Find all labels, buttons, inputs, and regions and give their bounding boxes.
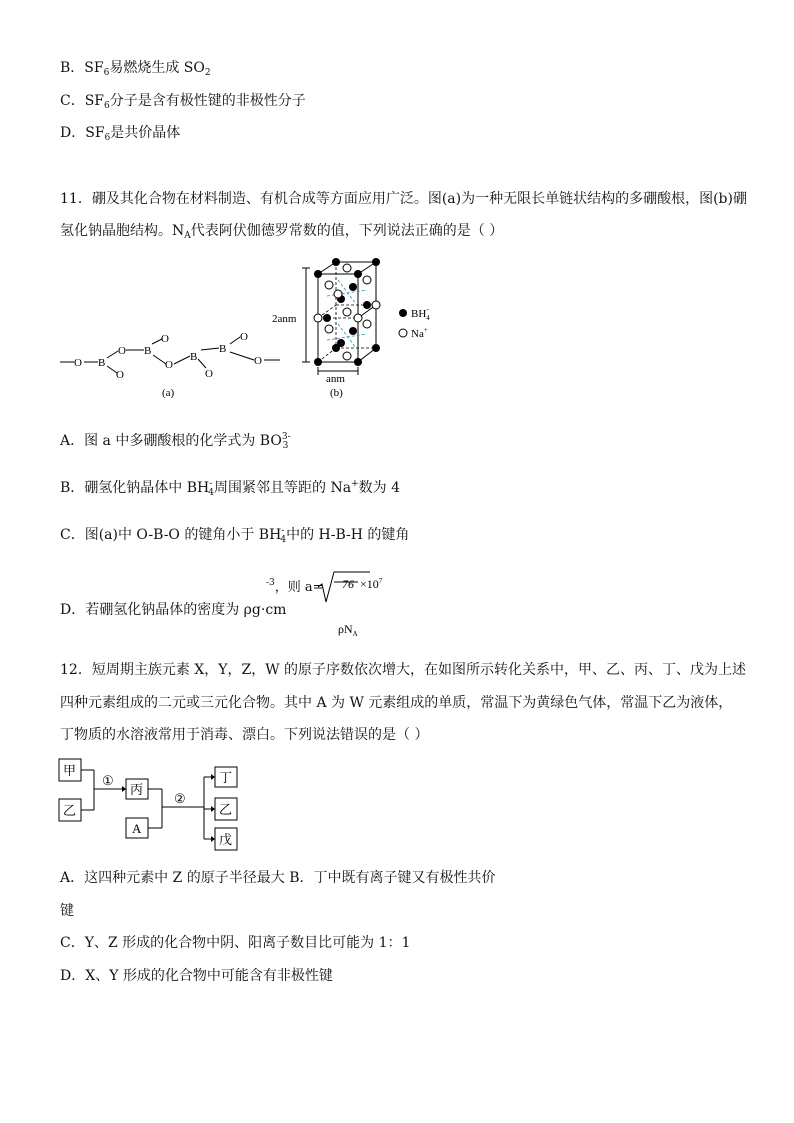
height-label: 2anm bbox=[272, 313, 297, 325]
q12-stem-line3: 丁物质的水溶液常用于消毒、漂白。下列说法错误的是（ ） bbox=[60, 727, 429, 743]
q10-option-b: B．$SF_6$易燃烧生成 $SO_2$ bbox=[60, 60, 211, 78]
node-yi2: 乙 bbox=[219, 802, 233, 817]
figure-b-nabh4-unit-cell bbox=[268, 250, 448, 402]
q12-stem-line2: 四种元素组成的二元或三元化合物。其中 A 为 W 元素组成的单质，常温下为黄绿色气体，常温下乙为液体， bbox=[60, 695, 733, 711]
node-bing: 丙 bbox=[130, 782, 144, 797]
q11-option-c: C．图(a)中 O-B-O 的键角小于 $BH^-_4$中的 H-B-H 的键角 bbox=[60, 526, 410, 545]
cube-root-formula bbox=[318, 570, 398, 636]
chain-atom-b: B bbox=[144, 345, 152, 357]
chain-atom-o: O bbox=[118, 345, 126, 357]
q12-conversion-diagram bbox=[58, 757, 248, 853]
q12-option-d: D．X、Y 形成的化合物中可能含有非极性键 bbox=[60, 968, 333, 984]
node-yi: 乙 bbox=[63, 803, 77, 818]
step-1-label: ① bbox=[102, 773, 114, 788]
q12-option-c: C．Y、Z 形成的化合物中阴、阳离子数目比可能为 1：1 bbox=[60, 935, 411, 951]
figure-a-caption: (a) bbox=[162, 387, 175, 399]
q11-option-b: B．硼氢化钠晶体中 $BH^-_4$周围紧邻且等距的 Na+数为 4 bbox=[60, 479, 400, 498]
q10-option-d: D．$SF_6$是共价晶体 bbox=[60, 125, 181, 143]
chain-atom-o: O bbox=[161, 333, 169, 345]
chain-atom-b: B bbox=[219, 343, 227, 355]
node-a: A bbox=[132, 821, 142, 836]
chain-atom-o: O bbox=[240, 331, 248, 343]
q11-stem-line1: 11．硼及其化合物在材料制造、有机合成等方面应用广泛。图(a)为一种无限长单链状结构的多硼酸根，图(b)硼 bbox=[60, 191, 747, 207]
chain-atom-b: B bbox=[190, 351, 198, 363]
formula-power: $\times 10^7$ bbox=[360, 577, 383, 591]
node-jia: 甲 bbox=[63, 763, 77, 778]
q10-option-c: C．$SF_6$分子是含有极性键的非极性分子 bbox=[60, 93, 306, 111]
formula-numerator: 76 bbox=[342, 577, 354, 591]
formula-denominator: $\rho N_A$ bbox=[338, 622, 358, 636]
step-2-label: ② bbox=[174, 791, 186, 806]
node-wu: 戊 bbox=[219, 832, 233, 847]
chain-atom-o: O bbox=[205, 368, 213, 380]
figure-b-caption: (b) bbox=[330, 387, 343, 399]
legend-na: Na+ bbox=[411, 326, 428, 340]
node-ding: 丁 bbox=[219, 770, 233, 785]
q12-option-b-cont: 键 bbox=[60, 903, 74, 919]
chain-atom-o: O bbox=[165, 359, 173, 371]
figure-a-borate-chain bbox=[58, 330, 298, 402]
width-label: anm bbox=[326, 373, 345, 385]
q11-option-d: D．若硼氢化钠晶体的密度为 ρg·cm bbox=[60, 602, 287, 618]
chain-atom-b: B bbox=[98, 357, 106, 369]
q11-stem-line2: 氢化钠晶胞结构。$N_A$代表阿伏伽德罗常数的值，下列说法正确的是（ ） bbox=[60, 223, 504, 241]
q12-stem-line1: 12．短周期主族元素 X，Y，Z，W 的原子序数依次增大，在如图所示转化关系中，甲、乙、丙、丁、戊为上述 bbox=[60, 662, 747, 678]
q11-option-a: A．图 a 中多硼酸根的化学式为 $BO^{3-}_3$ bbox=[60, 432, 291, 451]
q11-option-d-formula: $^{-3}$，则 a= bbox=[266, 578, 324, 595]
q12-option-a-b: A．这四种元素中 Z 的原子半径最大 B．丁中既有离子键又有极性共价 bbox=[60, 870, 496, 886]
legend-bh4: $BH_4-$ bbox=[411, 306, 430, 322]
chain-atom-o: O bbox=[116, 369, 124, 381]
chain-atom-o: O bbox=[74, 357, 82, 369]
chain-atom-o: O bbox=[254, 355, 262, 367]
